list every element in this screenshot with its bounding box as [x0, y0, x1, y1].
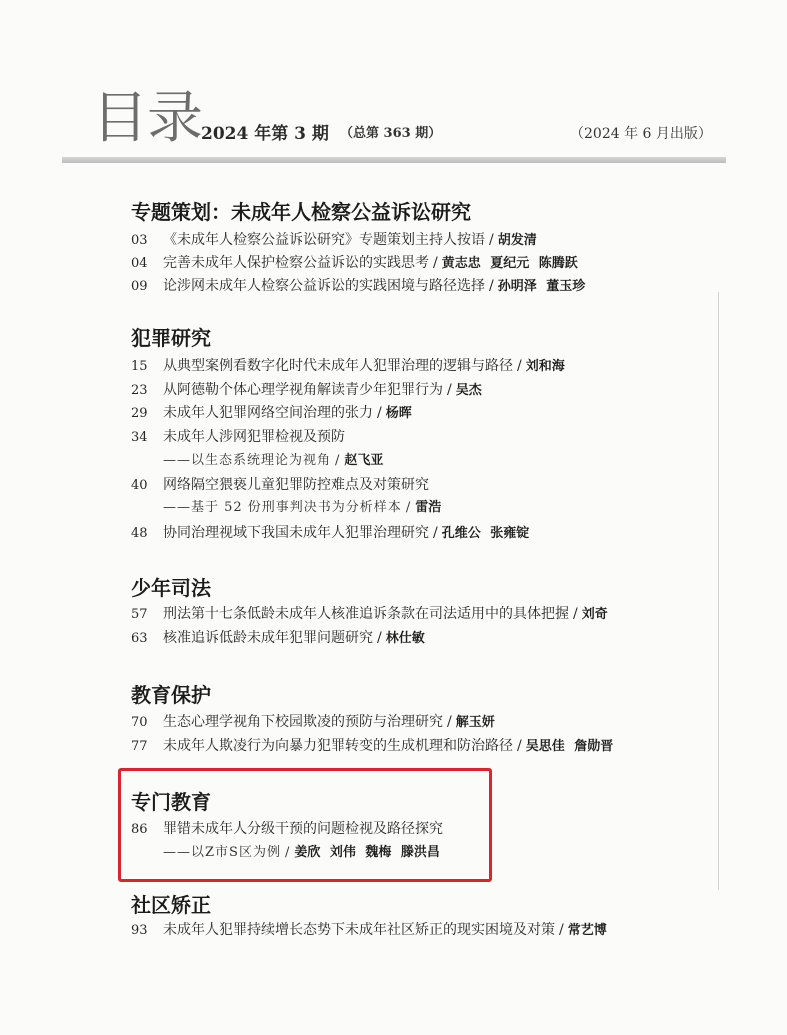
toc-entry	[131, 356, 565, 377]
page-number: 09	[131, 279, 148, 294]
separator: /	[377, 630, 382, 646]
separator: /	[405, 500, 412, 515]
page-number: 03	[131, 233, 148, 248]
toc-entry	[131, 427, 345, 448]
article-title: 罪错未成年人分级干预的问题检视及路径探究	[163, 821, 443, 837]
toc-entry	[131, 230, 537, 251]
article-title: 协同治理视域下我国未成年人犯罪治理研究	[163, 525, 429, 541]
article-title: 论涉网未成年人检察公益诉讼的实践困境与路径选择	[163, 278, 485, 294]
page-number: 48	[131, 526, 148, 541]
page-number: 15	[131, 359, 148, 374]
toc-entry	[131, 712, 495, 733]
article-subtitle: ——以生态系统理论为视角	[163, 453, 332, 468]
toc-entry	[131, 403, 412, 424]
toc-entry	[131, 628, 425, 649]
toc-entry	[131, 920, 607, 941]
section-heading: 专题策划：未成年人检察公益诉讼研究	[131, 200, 471, 224]
article-authors: 刘奇	[581, 607, 608, 622]
separator: /	[489, 232, 494, 248]
article-authors: 姜欣 刘伟 魏梅 滕洪昌	[294, 845, 440, 860]
margin-rule	[718, 292, 719, 890]
article-title: 刑法第十七条低龄未成年人核准追诉条款在司法适用中的具体把握	[163, 606, 569, 622]
article-authors: 孔维公 张雍锭	[441, 526, 530, 541]
article-authors: 杨晖	[385, 406, 412, 421]
separator: /	[559, 922, 564, 938]
separator: /	[284, 845, 291, 860]
page-number: 23	[131, 383, 148, 398]
article-authors: 林仕敏	[385, 631, 425, 646]
separator: /	[489, 278, 494, 294]
toc-entry	[131, 523, 529, 544]
article-title: 核准追诉低龄未成年犯罪问题研究	[163, 630, 373, 646]
page-number: 77	[131, 739, 148, 754]
page-number: 57	[131, 607, 148, 622]
page-number: 29	[131, 406, 148, 421]
toc-entry	[131, 736, 613, 757]
article-authors: 刘和海	[525, 359, 565, 374]
total-issue-label: （总第 363 期）	[340, 126, 442, 141]
article-authors: 黄志忠 夏纪元 陈腾跃	[441, 256, 578, 271]
section-heading: 教育保护	[131, 683, 211, 707]
toc-entry	[131, 475, 429, 496]
separator: /	[517, 358, 522, 374]
article-title: 未成年人犯罪持续增长态势下未成年社区矫正的现实困境及对策	[163, 922, 555, 938]
article-authors: 胡发清	[497, 233, 537, 248]
article-subtitle: ——基于 52 份刑事判决书为分析样本	[163, 500, 402, 515]
section-heading: 社区矫正	[131, 893, 211, 917]
article-title: 未成年人犯罪网络空间治理的张力	[163, 405, 373, 421]
separator: /	[517, 738, 522, 754]
article-authors: 雷浩	[415, 500, 442, 515]
article-authors: 常艺博	[567, 923, 607, 938]
article-title: 从典型案例看数字化时代未成年人犯罪治理的逻辑与路径	[163, 358, 513, 374]
page-number: 34	[131, 430, 148, 445]
separator: /	[377, 405, 382, 421]
toc-entry	[131, 380, 482, 401]
article-authors: 孙明泽 董玉珍	[497, 279, 586, 294]
page-number: 40	[131, 478, 148, 493]
article-title: 《未成年人检察公益诉讼研究》专题策划主持人按语	[163, 232, 485, 248]
article-authors: 吴杰	[455, 383, 482, 398]
article-authors: 解玉妍	[455, 715, 495, 730]
separator: /	[573, 606, 578, 622]
issue-label: 2024 年第 3 期	[201, 124, 329, 144]
section-heading: 专门教育	[131, 790, 211, 814]
page-number: 04	[131, 256, 148, 271]
toc-entry-subtitle-line	[163, 498, 441, 518]
toc-entry-subtitle-line	[163, 843, 440, 863]
page-number: 63	[131, 631, 148, 646]
article-title: 未成年人涉网犯罪检视及预防	[163, 429, 345, 445]
page-title: 目录	[92, 86, 202, 151]
article-title: 完善未成年人保护检察公益诉讼的实践思考	[163, 255, 429, 271]
toc-entry	[131, 276, 585, 297]
section-heading: 少年司法	[131, 576, 211, 600]
article-title: 生态心理学视角下校园欺凌的预防与治理研究	[163, 714, 443, 730]
article-subtitle: ——以Z市S区为例	[163, 845, 281, 860]
article-authors: 赵飞亚	[344, 453, 384, 468]
toc-entry	[131, 253, 578, 274]
separator: /	[447, 382, 452, 398]
separator: /	[433, 255, 438, 271]
page-number: 70	[131, 715, 148, 730]
page-number: 86	[131, 822, 148, 837]
separator: /	[335, 453, 341, 468]
toc-entry-subtitle-line	[163, 451, 383, 471]
toc-entry	[131, 819, 443, 840]
section-heading: 犯罪研究	[131, 326, 211, 350]
header-rule	[62, 157, 726, 163]
article-title: 从阿德勒个体心理学视角解读青少年犯罪行为	[163, 382, 443, 398]
article-title: 网络隔空猥亵儿童犯罪防控难点及对策研究	[163, 477, 429, 493]
publish-date-label: （2024 年 6 月出版）	[570, 126, 712, 142]
article-authors: 吴思佳 詹勋晋	[525, 739, 614, 754]
page-number: 93	[131, 923, 148, 938]
toc-entry	[131, 604, 608, 625]
separator: /	[433, 525, 438, 541]
article-title: 未成年人欺凌行为向暴力犯罪转变的生成机理和防治路径	[163, 738, 513, 754]
separator: /	[447, 714, 452, 730]
